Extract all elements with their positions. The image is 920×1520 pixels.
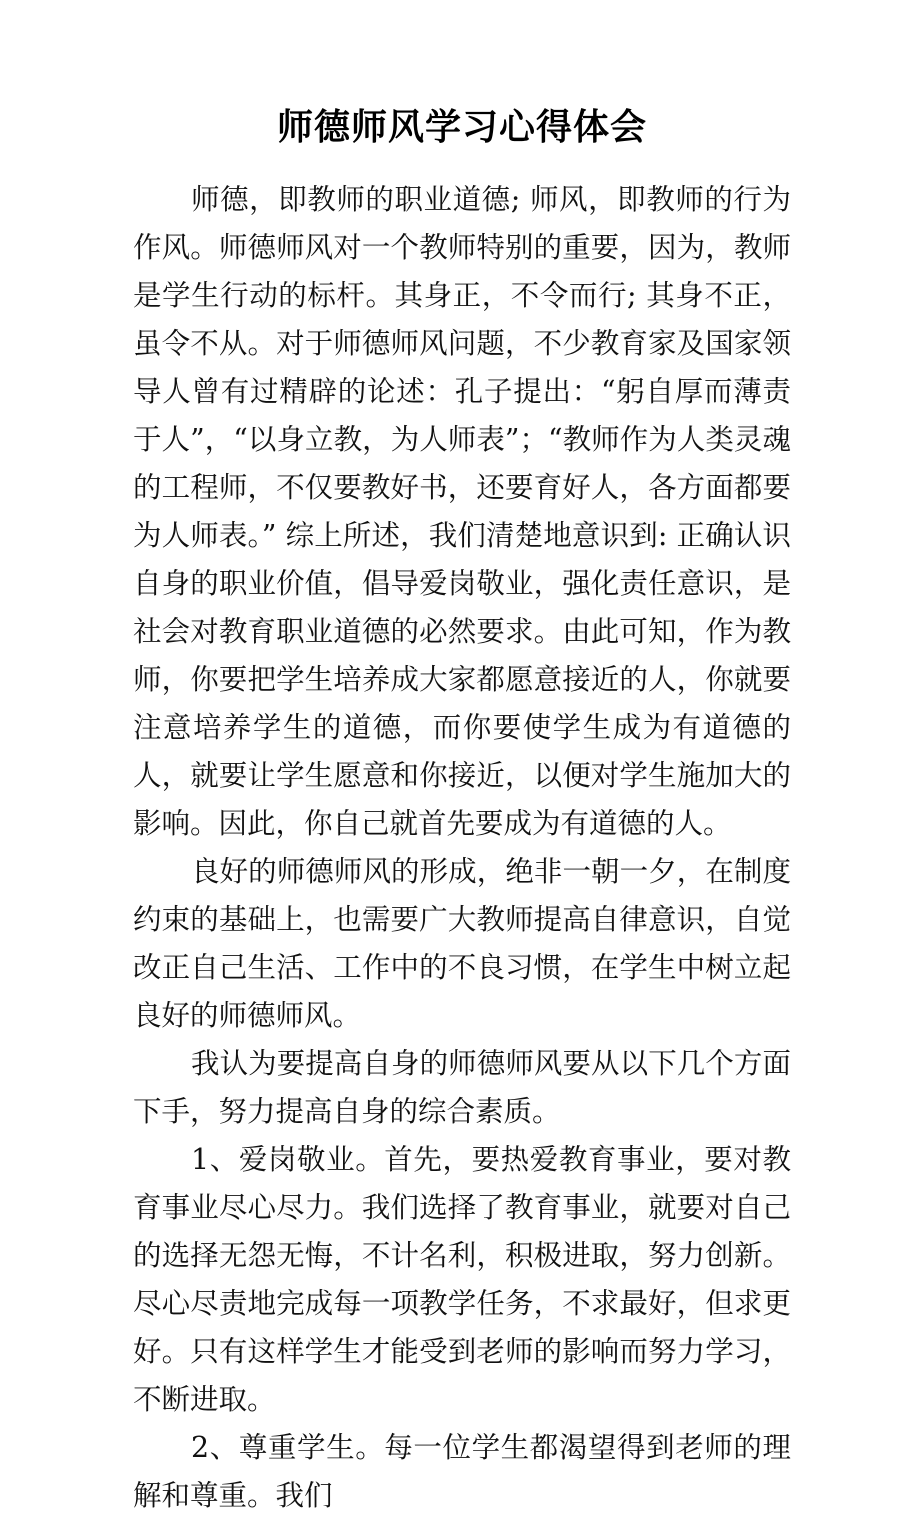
- paragraph-text: 良好的师德师风的形成，绝非一朝一夕，在制度约束的基础上，也需要广大教师提高自律意识，自觉改正自己生活、工作中的不良习惯，在学生中树立起良好的师德师风。: [133, 855, 791, 1032]
- paragraph-approach: [133, 1040, 791, 1136]
- paragraph-text: 我认为要提高自身的师德师风要从以下几个方面下手，努力提高自身的综合素质。: [133, 1047, 791, 1128]
- document-content-area: [133, 0, 791, 1520]
- paragraph-item-2: [133, 1424, 791, 1520]
- paragraph-intro: [133, 150, 791, 848]
- paragraph-text: 师德，即教师的职业道德; 师风，即教师的行为作风。师德师风对一个教师特别的重要，因为，教师是学生行动的标杆。其身正，不令而行; 其身不正，虽令不从。对于师德师风问题，不少教育家及国家领导人曾有过精辟的论述：孔子提出：“躬自厚而薄责于人”，“以身立教，为人师表”；“教师作为人类灵魂的工程师，不仅要教好书，还要育好人，各方面都要为人师表。” 综上所述，我们清楚地意识到: 正确认识自身的职业价值，倡导爱岗敬业，强化责任意识，是社会对教育职业道德的必然要求。由此可知，作为教师，你要把学生培养成大家都愿意接近的人，你就要注意培养学生的道德，而你要使学生成为有道德的人，就要让学生愿意和你接近，以便对学生施加大的影响。因此，你自己就首先要成为有道德的人。: [133, 183, 791, 840]
- paragraph-text: 1、爱岗敬业。首先，要热爱教育事业，要对教育事业尽心尽力。我们选择了教育事业，就要对自己的选择无怨无悔，不计名利，积极进取，努力创新。尽心尽责地完成每一项教学任务，不求最好，但求更好。只有这样学生才能受到老师的影响而努力学习，不断进取。: [133, 1143, 791, 1416]
- paragraph-formation: [133, 848, 791, 1040]
- paragraph-item-1: [133, 1136, 791, 1424]
- paragraph-text: 2、尊重学生。每一位学生都渴望得到老师的理解和尊重。我们: [133, 1431, 791, 1512]
- page-title: 师德师风学习心得体会: [276, 107, 647, 148]
